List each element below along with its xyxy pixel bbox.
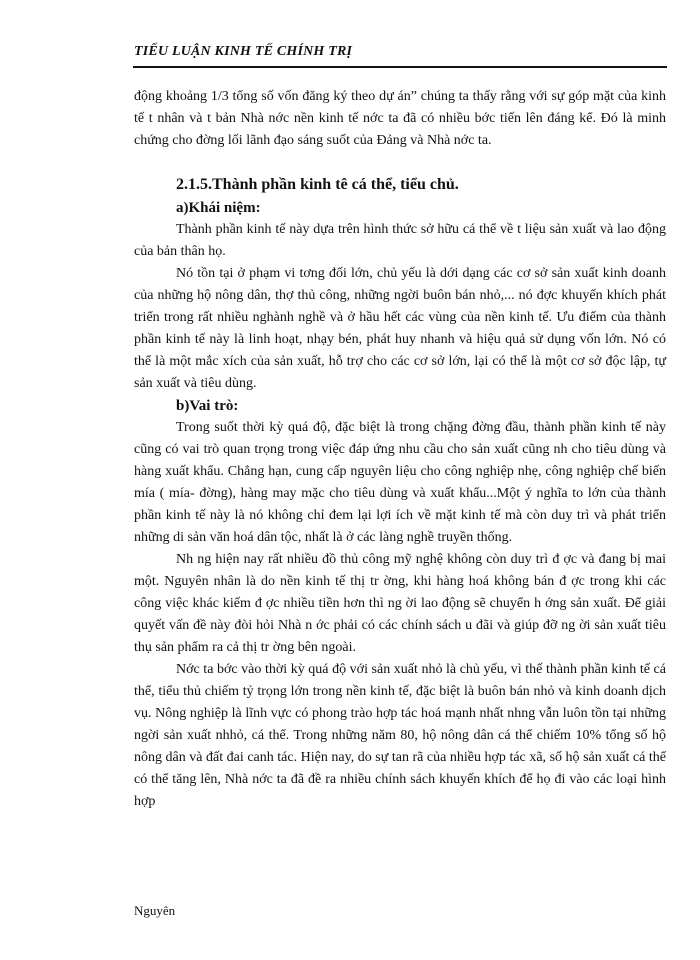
paragraph-concept-1: Thành phần kinh tế này dựa trên hình thức sở hữu cá thể về t liệu sản xuất và lao động của bản thân họ. (134, 222, 666, 259)
footer-author: Nguyên (134, 903, 176, 918)
subheading-concept: a)Khái niệm: (176, 200, 261, 216)
paragraph-role-3: Nớc ta bớc vào thời kỳ quá độ với sản xuất nhỏ là chủ yếu, vì thế thành phần kinh tế cá thể, tiểu thủ chiếm tỷ trọng lớn trong nền kinh tế, đặc biệt là buôn bán nhỏ và kinh doanh dịch vụ. Nông nghiệp là lĩnh vực có phong trào hợp tác hoá mạnh nhất nhng vẫn luôn tồn tại những ngời sản xuất nhhỏ, cá thể. Trong những năm 80, hộ nông dân cá thể chiếm 10% tổng số hộ nông dân và đất đai canh tác. Hiện nay, do sự tan rã của nhiều hợp tác xã, số hộ sản xuất cá thể có thể tăng lên, Nhà nớc ta đã đề ra nhiều chính sách khuyến khích để họ đi vào các loại hình hợp (134, 662, 666, 809)
subheading-role: b)Vai trò: (176, 398, 239, 414)
document-header-title: TIỂU LUẬN KINH TẾ CHÍNH TRỊ (134, 44, 353, 59)
paragraph-concept-2: Nó tồn tại ở phạm vi tơng đối lớn, chủ yếu là dới dạng các cơ sở sản xuất kinh doanh của những hộ nông dân, thợ thủ công, những ngời buôn bán nhỏ,... nó đợc khuyến khích phát triển trong rất nhiều nghành nghề và ở hầu hết các vùng của nền kinh tế. Ưu điểm của thành phần kinh tế này là linh hoạt, nhạy bén, phát huy nhanh và hiệu quả sử dụng vốn lớn. Nó có thể là một mắc xích của sản xuất, hỗ trợ cho các cơ sở lớn, lại có thể là một cơ sở độc lập, tự sản xuất và tiêu dùng. (134, 266, 666, 391)
paragraph-role-2: Nh ng hiện nay rất nhiều đồ thủ công mỹ nghệ không còn duy trì đ ợc và đang bị mai một. Nguyên nhân là do nền kinh tế thị tr ờng, khi hàng hoá không bán đ ợc trong khi các công việc khác kiếm đ ợc nhiều tiền hơn thì ng ời lao động sẽ chuyển h ớng sản xuất. Để giải quyết vấn đề này đòi hỏi Nhà n ớc phải có các chính sách u đãi và giúp đỡ ng ời sản xuất tiêu thụ sản phẩm ra cả thị tr ờng bên ngoài. (134, 552, 666, 655)
header-divider (133, 66, 667, 68)
document-body (134, 86, 666, 813)
paragraph-role-1: Trong suốt thời kỳ quá độ, đặc biệt là trong chặng đờng đầu, thành phần kinh tế này cũng có vai trò quan trọng trong việc đáp ứng nhu cầu cho sản xuất cũng nh cho tiêu dùng và hàng xuất khẩu. Chẳng hạn, cung cấp nguyên liệu cho công nghiệp nhẹ, công nghiệp chế biến mía ( mía- đờng), hàng may mặc cho tiêu dùng và xuất khẩu...Một ý nghĩa to lớn của thành phần kinh tế này là nó không chỉ đem lại lợi ích về mặt kinh tế mà còn duy trì và phát triển những di sản văn hoá dân tộc, nhất là ở các làng nghề truyền thống. (134, 420, 666, 545)
section-heading: 2.1.5.Thành phần kinh tê cá thể, tiểu chủ. (176, 176, 459, 193)
intro-paragraph: động khoảng 1/3 tổng số vốn đăng ký theo dự án” chúng ta thấy rằng với sự góp mặt của kinh tế t nhân và t bản Nhà nớc nền kinh tế nớc ta đã có nhiều bớc tiến lên đáng kể. Đó là minh chứng cho đờng lối lãnh đạo sáng suốt của Đảng và Nhà nớc ta. (134, 89, 666, 148)
